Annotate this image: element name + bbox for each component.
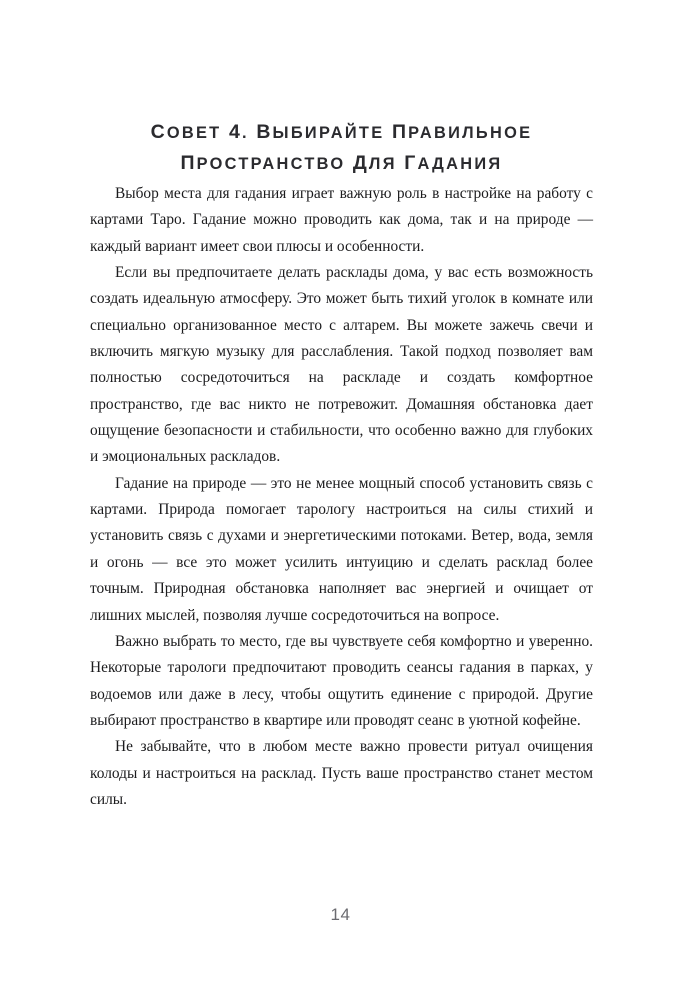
body-text-block [90,181,593,813]
paragraph-1: Выбор места для гадания играет важную роль в настройке на работу с картами Таро. Гадание можно проводить как дома, так и на природе — каждый вариант имеет свои плюсы и особенности. [90,185,593,255]
paragraph-5: Не забывайте, что в любом месте важно провести ритуал очищения колоды и настроиться на расклад. Пусть ваше пространство станет местом силы. [90,738,593,808]
paragraph-3: Гадание на природе — это не менее мощный способ установить связь с картами. Природа помогает тарологу настроиться на силы стихий и установить связь с духами и энергетическими потоками. Ветер, вода, земля и огонь — все это может усилить интуицию и сделать расклад более точным. Природная обстановка наполняет вас энергией и очищает от лишних мыслей, позволяя лучше сосредоточиться на вопросе. [90,474,593,624]
page-title [90,117,593,179]
page-title-line-1: СОВЕТ 4. ВЫБИРАЙТЕ ПРАВИЛЬНОЕ [150,121,533,144]
page-number: 14 [330,905,351,924]
page-title-line-2: ПРОСТРАНСТВО ДЛЯ ГАДАНИЯ [180,152,503,175]
paragraph-4: Важно выбрать то место, где вы чувствуете себя комфортно и уверенно. Некоторые тарологи предпочитают проводить сеансы гадания в парках, у водоемов или даже в лесу, чтобы ощутить единение с природой. Другие выбирают пространство в квартире или проводят сеанс в уютной кофейне. [90,632,593,729]
paragraph-2: Если вы предпочитаете делать расклады дома, у вас есть возможность создать идеальную атмосферу. Это может быть тихий уголок в комнате или специально организованное место с алтарем. Вы можете зажечь свечи и включить мягкую музыку для расслабления. Такой подход позволяет вам полностью сосредоточиться на раскладе и создать комфортное пространство, где вас никто не потревожит. Домашняя обстановка дает ощущение безопасности и стабильности, что особенно важно для глубоких и эмоциональных раскладов. [90,264,593,466]
